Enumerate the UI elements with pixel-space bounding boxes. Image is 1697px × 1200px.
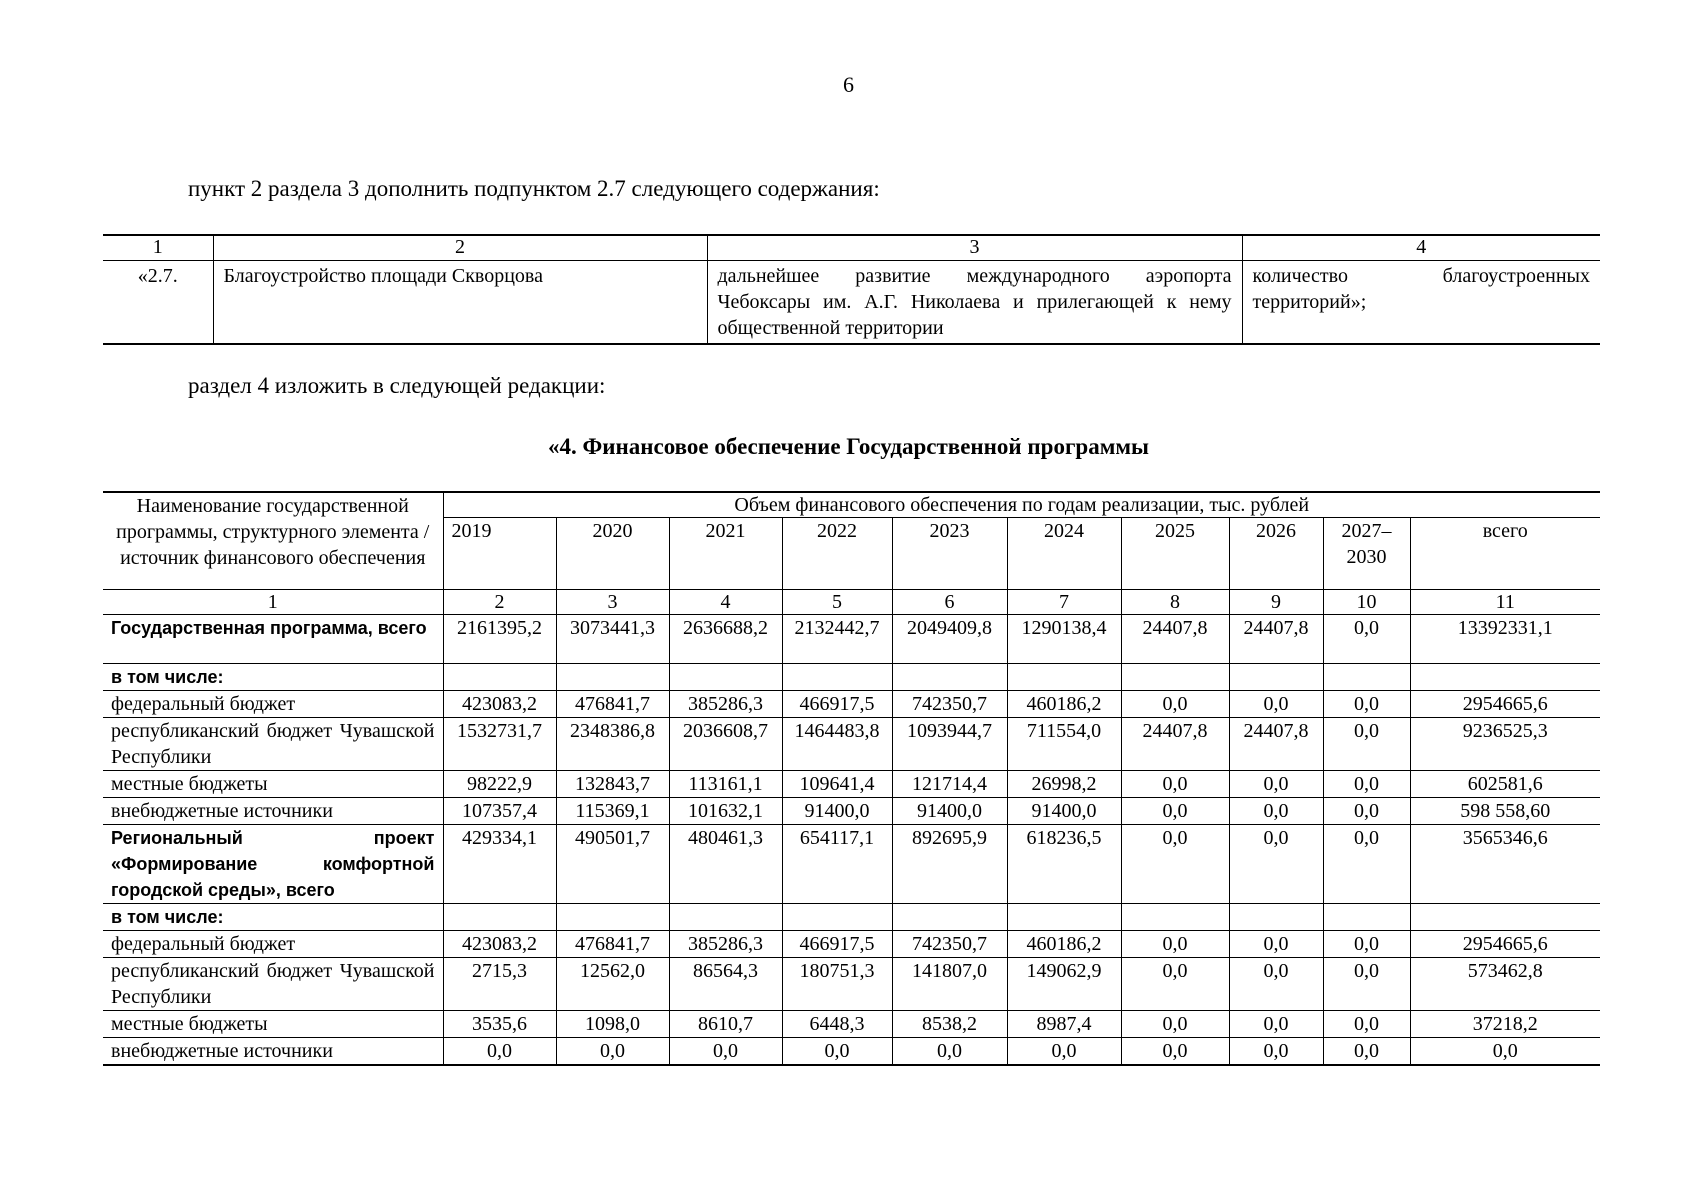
column-number: 1 xyxy=(103,590,443,615)
financing-value: 466917,5 xyxy=(782,931,892,958)
column-number: 10 xyxy=(1323,590,1410,615)
financing-value: 0,0 xyxy=(1410,1038,1600,1066)
year-header: 2021 xyxy=(669,518,782,590)
financing-header-row xyxy=(103,492,1600,518)
financing-row xyxy=(103,718,1600,771)
column-number: 11 xyxy=(1410,590,1600,615)
year-header: 2023 xyxy=(892,518,1007,590)
column-numbers-row xyxy=(103,590,1600,615)
subitem-goal: дальнейшее развитие международного аэропорта Чебоксары им. А.Г. Николаева и прилегающей к нему общественной территории xyxy=(707,261,1242,345)
financing-value xyxy=(556,904,669,931)
financing-value xyxy=(443,664,556,691)
financing-row-name: в том числе: xyxy=(103,664,443,691)
financing-value xyxy=(669,664,782,691)
financing-value: 12562,0 xyxy=(556,958,669,1011)
financing-row xyxy=(103,691,1600,718)
financing-row xyxy=(103,615,1600,664)
financing-value xyxy=(669,904,782,931)
financing-row-name: внебюджетные источники xyxy=(103,798,443,825)
header-cell: 4 xyxy=(1242,235,1600,261)
financing-value: 26998,2 xyxy=(1007,771,1121,798)
financing-value: 0,0 xyxy=(1121,931,1229,958)
financing-value: 2636688,2 xyxy=(669,615,782,664)
financing-value: 0,0 xyxy=(1323,825,1410,904)
financing-value: 654117,1 xyxy=(782,825,892,904)
header-cell: 2 xyxy=(213,235,707,261)
financing-value: 385286,3 xyxy=(669,691,782,718)
financing-value: 180751,3 xyxy=(782,958,892,1011)
financing-value: 2161395,2 xyxy=(443,615,556,664)
financing-value: 423083,2 xyxy=(443,931,556,958)
financing-value: 429334,1 xyxy=(443,825,556,904)
year-header: 2026 xyxy=(1229,518,1323,590)
financing-value: 0,0 xyxy=(1229,1038,1323,1066)
financing-value: 618236,5 xyxy=(1007,825,1121,904)
financing-value: 1464483,8 xyxy=(782,718,892,771)
financing-value: 91400,0 xyxy=(782,798,892,825)
financing-value: 24407,8 xyxy=(1229,615,1323,664)
financing-value: 0,0 xyxy=(1229,691,1323,718)
financing-value: 0,0 xyxy=(1121,691,1229,718)
financing-value xyxy=(1121,904,1229,931)
financing-value: 13392331,1 xyxy=(1410,615,1600,664)
financing-row-name: в том числе: xyxy=(103,904,443,931)
financing-value: 24407,8 xyxy=(1121,615,1229,664)
financing-value: 0,0 xyxy=(1229,1011,1323,1038)
header-cell: 3 xyxy=(707,235,1242,261)
financing-row xyxy=(103,958,1600,1011)
financing-value xyxy=(892,904,1007,931)
column-number: 7 xyxy=(1007,590,1121,615)
financing-value: 0,0 xyxy=(1323,771,1410,798)
subitem-number: «2.7. xyxy=(103,261,213,345)
financing-value: 8538,2 xyxy=(892,1011,1007,1038)
financing-value: 385286,3 xyxy=(669,931,782,958)
financing-value: 3073441,3 xyxy=(556,615,669,664)
financing-value: 86564,3 xyxy=(669,958,782,1011)
financing-value: 460186,2 xyxy=(1007,691,1121,718)
financing-value: 0,0 xyxy=(1323,718,1410,771)
subitem-row xyxy=(103,261,1600,345)
financing-value: 3535,6 xyxy=(443,1011,556,1038)
financing-value: 742350,7 xyxy=(892,691,1007,718)
financing-row-name: республиканский бюджет Чувашской Республики xyxy=(103,958,443,1011)
volume-header: Объем финансового обеспечения по годам реализации, тыс. рублей xyxy=(443,492,1600,518)
financing-value: 2954665,6 xyxy=(1410,931,1600,958)
financing-row xyxy=(103,798,1600,825)
financing-value: 0,0 xyxy=(1121,798,1229,825)
financing-value: 0,0 xyxy=(1121,771,1229,798)
financing-value: 2954665,6 xyxy=(1410,691,1600,718)
year-header: 2019 xyxy=(443,518,556,590)
financing-value: 0,0 xyxy=(782,1038,892,1066)
financing-value: 149062,9 xyxy=(1007,958,1121,1011)
year-header: 2027–2030 xyxy=(1323,518,1410,590)
subitem-name: Благоустройство площади Скворцова xyxy=(213,261,707,345)
financing-row xyxy=(103,904,1600,931)
financing-value: 91400,0 xyxy=(1007,798,1121,825)
financing-value: 466917,5 xyxy=(782,691,892,718)
financing-value xyxy=(1323,664,1410,691)
financing-value: 109641,4 xyxy=(782,771,892,798)
financing-value xyxy=(1229,664,1323,691)
financing-row xyxy=(103,1038,1600,1066)
amendment-paragraph-2: раздел 4 изложить в следующей редакции: xyxy=(188,373,606,398)
financing-value xyxy=(1410,664,1600,691)
financing-value xyxy=(1007,904,1121,931)
financing-value xyxy=(782,904,892,931)
financing-value: 0,0 xyxy=(1323,1011,1410,1038)
financing-value: 742350,7 xyxy=(892,931,1007,958)
column-number: 3 xyxy=(556,590,669,615)
financing-value: 0,0 xyxy=(1323,931,1410,958)
financing-row-name: федеральный бюджет xyxy=(103,931,443,958)
subitem-indicator: количество благоустроенных территорий»; xyxy=(1242,261,1600,345)
financing-value: 8987,4 xyxy=(1007,1011,1121,1038)
financing-value: 0,0 xyxy=(1229,958,1323,1011)
financing-value xyxy=(1229,904,1323,931)
header-cell: 1 xyxy=(103,235,213,261)
year-header: 2020 xyxy=(556,518,669,590)
financing-value: 9236525,3 xyxy=(1410,718,1600,771)
financing-value: 0,0 xyxy=(1121,825,1229,904)
financing-value: 0,0 xyxy=(892,1038,1007,1066)
financing-value: 0,0 xyxy=(1229,771,1323,798)
financing-value: 573462,8 xyxy=(1410,958,1600,1011)
year-header: 2025 xyxy=(1121,518,1229,590)
financing-value: 113161,1 xyxy=(669,771,782,798)
column-number: 4 xyxy=(669,590,782,615)
financing-value xyxy=(1007,664,1121,691)
name-column-header-text: Наименование государственной программы, структурного элемента / источник финансового обеспечения xyxy=(116,495,430,569)
financing-value: 0,0 xyxy=(1229,931,1323,958)
financing-value xyxy=(1323,904,1410,931)
financing-value: 598 558,60 xyxy=(1410,798,1600,825)
subitem-table xyxy=(103,234,1600,345)
financing-value: 37218,2 xyxy=(1410,1011,1600,1038)
financing-value: 91400,0 xyxy=(892,798,1007,825)
financing-value: 711554,0 xyxy=(1007,718,1121,771)
section-title: «4. Финансовое обеспечение Государственной программы xyxy=(548,434,1149,459)
financing-value: 107357,4 xyxy=(443,798,556,825)
financing-table xyxy=(103,491,1600,1066)
financing-value xyxy=(782,664,892,691)
financing-row-name: местные бюджеты xyxy=(103,1011,443,1038)
financing-value: 476841,7 xyxy=(556,691,669,718)
financing-value: 0,0 xyxy=(1121,958,1229,1011)
financing-value: 602581,6 xyxy=(1410,771,1600,798)
financing-row xyxy=(103,771,1600,798)
financing-value: 0,0 xyxy=(556,1038,669,1066)
year-header: всего xyxy=(1410,518,1600,590)
financing-value xyxy=(443,904,556,931)
financing-value: 0,0 xyxy=(1323,958,1410,1011)
financing-value: 24407,8 xyxy=(1121,718,1229,771)
subitem-table-header xyxy=(103,235,1600,261)
page-number: 6 xyxy=(843,72,854,97)
financing-value: 1093944,7 xyxy=(892,718,1007,771)
financing-value: 1532731,7 xyxy=(443,718,556,771)
financing-row-name: федеральный бюджет xyxy=(103,691,443,718)
column-number: 2 xyxy=(443,590,556,615)
financing-value xyxy=(892,664,1007,691)
financing-row-name: местные бюджеты xyxy=(103,771,443,798)
financing-value: 101632,1 xyxy=(669,798,782,825)
financing-value: 6448,3 xyxy=(782,1011,892,1038)
financing-value: 121714,4 xyxy=(892,771,1007,798)
financing-value: 141807,0 xyxy=(892,958,1007,1011)
financing-value xyxy=(556,664,669,691)
financing-value: 24407,8 xyxy=(1229,718,1323,771)
financing-value: 0,0 xyxy=(669,1038,782,1066)
financing-value: 0,0 xyxy=(1323,615,1410,664)
financing-row xyxy=(103,931,1600,958)
financing-value: 480461,3 xyxy=(669,825,782,904)
financing-value: 490501,7 xyxy=(556,825,669,904)
financing-value xyxy=(1121,664,1229,691)
year-header: 2022 xyxy=(782,518,892,590)
column-number: 8 xyxy=(1121,590,1229,615)
financing-value xyxy=(1410,904,1600,931)
financing-row-name: Государственная программа, всего xyxy=(103,615,443,664)
financing-value: 0,0 xyxy=(1229,798,1323,825)
financing-value: 2715,3 xyxy=(443,958,556,1011)
financing-value: 0,0 xyxy=(1323,691,1410,718)
financing-value: 115369,1 xyxy=(556,798,669,825)
financing-value: 423083,2 xyxy=(443,691,556,718)
financing-value: 0,0 xyxy=(443,1038,556,1066)
financing-value: 2049409,8 xyxy=(892,615,1007,664)
financing-value: 0,0 xyxy=(1121,1038,1229,1066)
column-number: 5 xyxy=(782,590,892,615)
financing-value: 892695,9 xyxy=(892,825,1007,904)
financing-row xyxy=(103,825,1600,904)
financing-value: 476841,7 xyxy=(556,931,669,958)
financing-value: 2036608,7 xyxy=(669,718,782,771)
financing-row xyxy=(103,1011,1600,1038)
financing-value: 460186,2 xyxy=(1007,931,1121,958)
financing-value: 0,0 xyxy=(1229,825,1323,904)
financing-value: 8610,7 xyxy=(669,1011,782,1038)
financing-value: 1290138,4 xyxy=(1007,615,1121,664)
financing-value: 0,0 xyxy=(1121,1011,1229,1038)
year-header: 2024 xyxy=(1007,518,1121,590)
amendment-paragraph-1: пункт 2 раздела 3 дополнить подпунктом 2.7 следующего содержания: xyxy=(188,176,880,201)
column-number: 9 xyxy=(1229,590,1323,615)
financing-value: 3565346,6 xyxy=(1410,825,1600,904)
financing-value: 0,0 xyxy=(1323,798,1410,825)
name-column-header xyxy=(103,492,443,590)
financing-row-name: внебюджетные источники xyxy=(103,1038,443,1066)
financing-row-name: республиканский бюджет Чувашской Республики xyxy=(103,718,443,771)
financing-row xyxy=(103,664,1600,691)
financing-value: 0,0 xyxy=(1007,1038,1121,1066)
financing-value: 2132442,7 xyxy=(782,615,892,664)
financing-value: 132843,7 xyxy=(556,771,669,798)
column-number: 6 xyxy=(892,590,1007,615)
financing-value: 2348386,8 xyxy=(556,718,669,771)
financing-value: 98222,9 xyxy=(443,771,556,798)
financing-value: 0,0 xyxy=(1323,1038,1410,1066)
financing-row-name: Региональный проект «Формирование комфортной городской среды», всего xyxy=(103,825,443,904)
financing-value: 1098,0 xyxy=(556,1011,669,1038)
